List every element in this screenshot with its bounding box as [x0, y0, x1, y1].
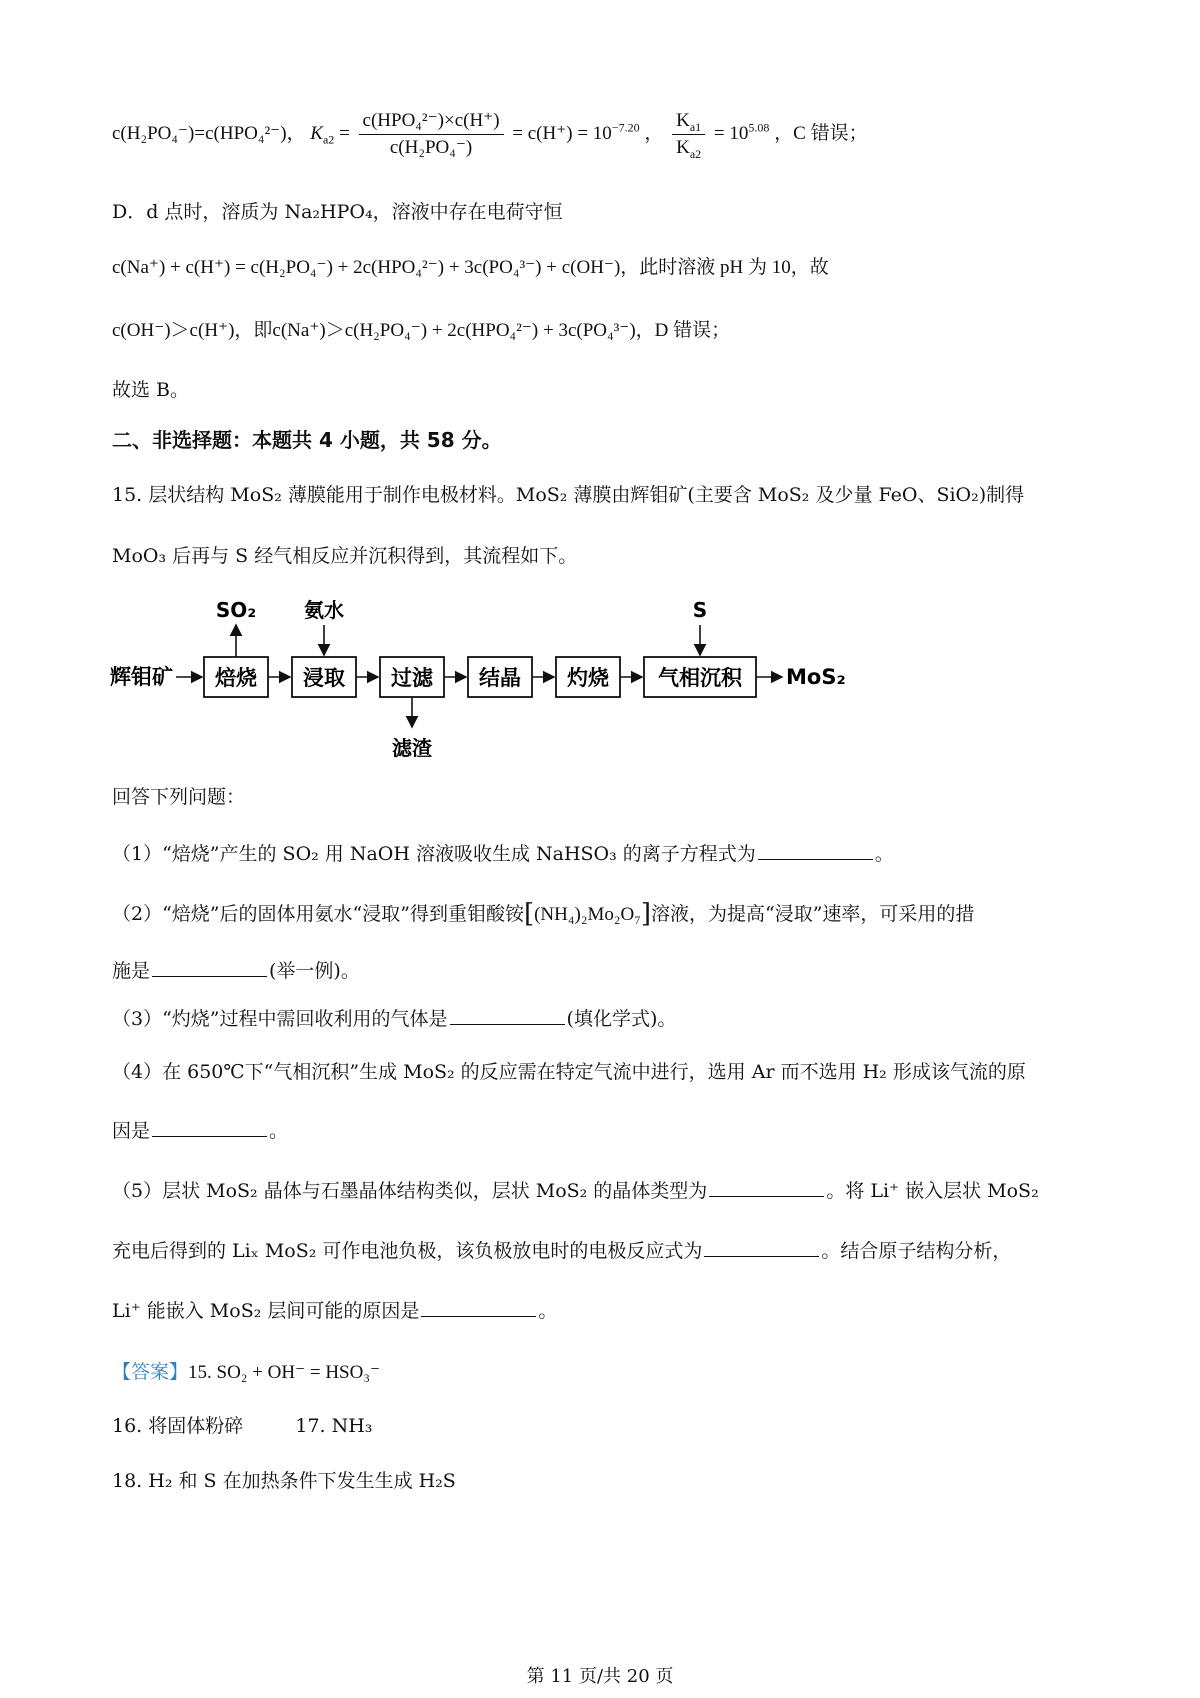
flow-so2-output: SO₂: [215, 598, 257, 622]
subquestion-5-line-3: [112, 1296, 1110, 1326]
q15-intro-line-2: MoO₃ 后再与 S 经气相反应并沉积得到，其流程如下。: [112, 545, 578, 567]
flow-step-calcination-label: 灼烧: [567, 666, 609, 690]
ka2-denominator-symbol: K: [676, 137, 690, 158]
ka2-denominator-subscript: a2: [689, 146, 702, 161]
equal-concentration-condition: c(H₂PO₄⁻)=c(HPO₄²⁻)，: [112, 122, 306, 144]
answer-blank-2[interactable]: [152, 956, 267, 977]
flow-end-label: MoS₂: [786, 665, 846, 689]
answer-18: 18. H₂ 和 S 在加热条件下发生生成 H₂S: [112, 1470, 456, 1492]
section-heading: 二、非选择题：本题共 4 小题，共 58 分。: [112, 428, 502, 452]
subquestion-5-text-a: （5）层状 MoS₂ 晶体与石墨晶体结构类似，层状 MoS₂ 的晶体类型为: [112, 1180, 708, 1202]
charge-balance-tail: ，此时溶液 pH 为 10，故: [620, 257, 829, 278]
subquestion-2-line-1: （2）“焙烧”后的固体用氨水“浸取”得到重钼酸铵[(NH₄)₂Mo₂O₇]溶液，为提高“浸取”速率，可采用的措: [112, 899, 975, 929]
subquestion-4-end: 。: [269, 1120, 289, 1142]
subquestion-3-text: （3）“灼烧”过程中需回收利用的气体是: [112, 1008, 448, 1030]
subquestion-4-text-b: 因是: [112, 1120, 151, 1142]
subquestion-4-line-2: [112, 1116, 1110, 1146]
answer-blank-5b[interactable]: [704, 1236, 819, 1257]
ka2-equals: =: [339, 122, 350, 144]
page-footer: 第 11 页/共 20 页: [526, 1666, 674, 1687]
ka1-subscript: a1: [689, 119, 702, 134]
flow-step-vapor-deposition-label: 气相沉积: [658, 666, 742, 690]
flow-sulfur-input: S: [692, 598, 708, 622]
hydroxide-inequality: c(OH⁻)＞c(H⁺): [112, 320, 235, 341]
ka-ratio-fraction: [672, 108, 705, 161]
separator-comma: ，: [644, 122, 664, 144]
answer-blank-5c[interactable]: [421, 1296, 536, 1317]
subquestion-2-text-a: （2）“焙烧”后的固体用氨水“浸取”得到重钼酸铵: [112, 903, 524, 925]
subquestion-1-end: 。: [874, 843, 894, 865]
answer-tag: 【答案】: [112, 1361, 189, 1383]
ka-ratio-exponent: 5.08: [748, 120, 770, 135]
flow-step-crystallization-label: 结晶: [479, 666, 521, 690]
subquestion-5-line-2: [112, 1236, 1110, 1266]
flow-step-leaching-label: 浸取: [303, 666, 345, 690]
ka2-result-exponent: −7.20: [611, 120, 640, 135]
answer-blank-3[interactable]: [450, 1004, 565, 1025]
subquestion-5-text-a-end: 。将 Li⁺ 嵌入层状 MoS₂: [826, 1180, 1039, 1202]
ka2-denominator: c(H₂PO₄⁻): [389, 137, 473, 158]
ka-ratio-value: = 10: [713, 122, 749, 144]
process-flowchart: [110, 595, 930, 770]
ka2-fraction: [359, 108, 504, 161]
subquestion-5-text-c-end: 。: [538, 1300, 558, 1322]
charge-balance-equation: c(Na⁺) + c(H⁺) = c(H₂PO₄⁻) + 2c(HPO₄²⁻) + 3c(PO₄³⁻) + c(OH⁻): [112, 257, 621, 278]
subquestion-1: [112, 839, 1110, 869]
c-option-equation: [112, 108, 1110, 161]
answer-prompt: 回答下列问题：: [112, 786, 246, 808]
subquestion-2-text-b: 溶液，为提高“浸取”速率，可采用的措: [650, 903, 975, 925]
answer-17: 17. NH₃: [295, 1415, 373, 1437]
subquestion-5-text-c: Li⁺ 能嵌入 MoS₂ 层间可能的原因是: [112, 1300, 420, 1322]
ka2-subscript: a2: [322, 132, 335, 147]
subquestion-2-end: (举一例)。: [269, 960, 360, 982]
answer-16: 16. 将固体粉碎: [112, 1415, 244, 1437]
inequality-connector: ，即: [234, 320, 273, 341]
ammonium-dimolybdate-formula: (NH₄)₂Mo₂O₇: [534, 904, 641, 925]
subquestion-1-text: （1）“焙烧”产生的 SO₂ 用 NaOH 溶液吸收生成 NaHSO₃ 的离子方程式为: [112, 843, 756, 865]
subquestion-5-text-b: 充电后得到的 Liₓ MoS₂ 可作电池负极，该负极放电时的电极反应式为: [112, 1240, 703, 1262]
flow-step-roasting-label: 焙烧: [215, 666, 257, 690]
flow-start-label: 辉钼矿: [110, 665, 173, 689]
answer-16-17-line: [112, 1411, 1110, 1441]
sodium-inequality: c(Na⁺)＞c(H₂PO₄⁻) + 2c(HPO₄²⁻) + 3c(PO₄³⁻): [272, 320, 636, 341]
q15-intro-line-1: 15. 层状结构 MoS₂ 薄膜能用于制作电极材料。MoS₂ 薄膜由辉钼矿(主要含 MoS₂ 及少量 FeO、SiO₂)制得: [112, 484, 1025, 506]
ka1-symbol: K: [676, 110, 690, 131]
ka2-numerator: c(HPO₄²⁻)×c(H⁺): [359, 108, 504, 135]
answer-15-line: [112, 1357, 1110, 1388]
ka2-symbol: K: [310, 122, 323, 144]
answer-15: 15. SO₂ + OH⁻ = HSO₃⁻: [188, 1362, 380, 1383]
flow-step-filtration-label: 过滤: [391, 666, 433, 690]
answer-blank-4[interactable]: [152, 1116, 267, 1137]
c-verdict: ，C 错误；: [774, 122, 868, 144]
subquestion-5-text-b-end: 。结合原子结构分析，: [821, 1240, 1012, 1262]
d-verdict: ，D 错误；: [635, 320, 731, 341]
subquestion-5-line-1: [112, 1176, 1110, 1206]
flow-residue-output: 滤渣: [392, 736, 432, 760]
answer-blank-5a[interactable]: [709, 1176, 824, 1197]
flow-ammonia-input: 氨水: [304, 598, 344, 622]
d-charge-balance-line: [112, 253, 1110, 283]
ka2-result: = c(H⁺) = 10: [512, 122, 612, 144]
subquestion-3-end: (填化学式)。: [566, 1008, 677, 1030]
final-choice: 故选 B。: [112, 379, 190, 401]
subquestion-2-line-2: [112, 956, 1110, 986]
subquestion-2-text-c: 施是: [112, 960, 151, 982]
d-inequality-line: [112, 316, 1110, 346]
subquestion-3: [112, 1004, 1110, 1034]
subquestion-4-line-1: （4）在 650℃下“气相沉积”生成 MoS₂ 的反应需在特定气流中进行，选用 Ar 而不选用 H₂ 形成该气流的原: [112, 1061, 1026, 1083]
answer-blank-1[interactable]: [758, 839, 873, 860]
d-option-intro: D．d 点时，溶质为 Na₂HPO₄，溶液中存在电荷守恒: [112, 201, 563, 223]
